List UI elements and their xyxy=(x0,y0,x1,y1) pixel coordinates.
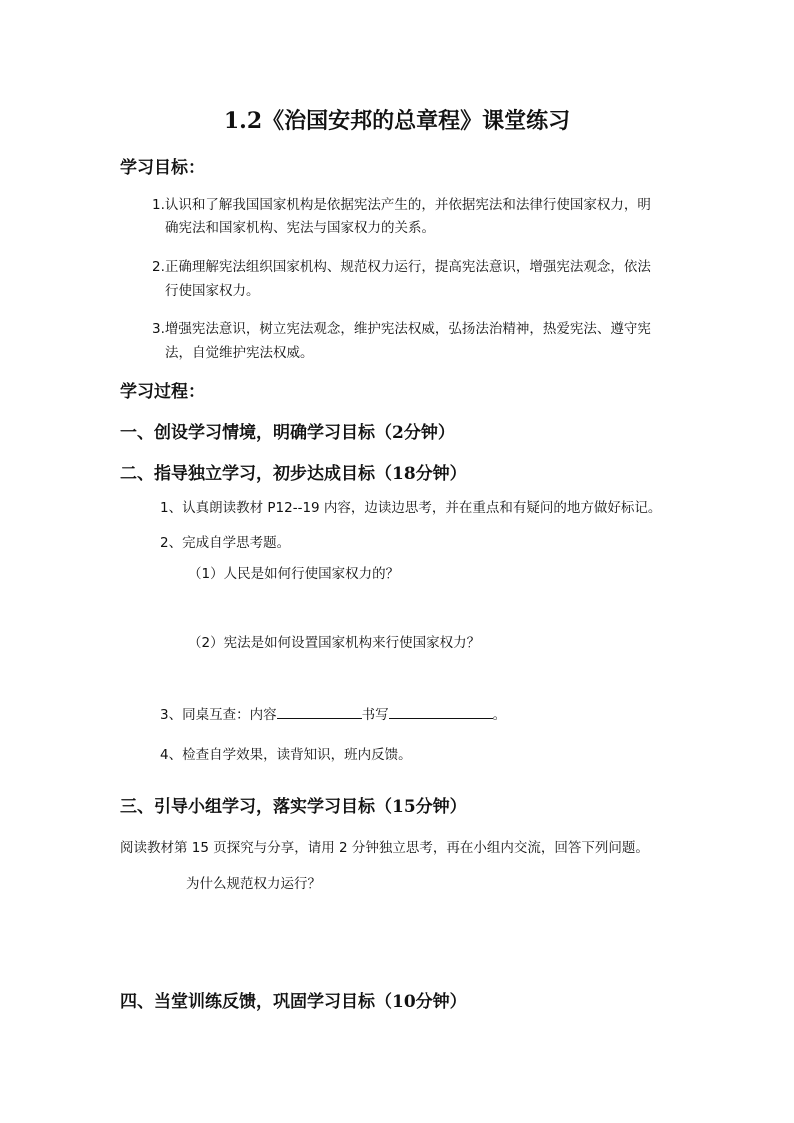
section-1-heading: 一、创设学习情境，明确学习目标（2分钟） xyxy=(120,423,455,443)
goal-2-line-2: 行使国家权力。 xyxy=(165,283,260,299)
step-3-prefix: 3、同桌互查：内容 xyxy=(160,707,277,723)
goal-3-line-1: 3.增强宪法意识，树立宪法观念，维护宪法权威，弘扬法治精神，热爱宪法、遵守宪 xyxy=(152,321,651,337)
section-2-heading: 二、指导独立学习，初步达成目标（18分钟） xyxy=(120,464,467,484)
group-instruction: 阅读教材第 15 页探究与分享，请用 2 分钟独立思考，再在小组内交流，回答下列问题。 xyxy=(120,840,649,856)
page-title: 1.2《治国安邦的总章程》课堂练习 xyxy=(223,108,571,134)
goal-1-line-2: 确宪法和国家机构、宪法与国家权力的关系。 xyxy=(165,220,435,236)
content-blank[interactable] xyxy=(277,704,362,719)
question-1: （1）人民是如何行使国家权力的？ xyxy=(188,566,400,582)
group-question: 为什么规范权力运行？ xyxy=(186,876,321,892)
writing-blank[interactable] xyxy=(389,704,493,719)
step-3-mid: 书写 xyxy=(361,707,389,723)
step-3-end: 。 xyxy=(492,707,507,723)
goal-2-line-1: 2.正确理解宪法组织国家机构、规范权力运行，提高宪法意识，增强宪法观念，依法 xyxy=(152,259,651,275)
step-4: 4、检查自学效果，读背知识，班内反馈。 xyxy=(160,747,412,763)
section-4-heading: 四、当堂训练反馈，巩固学习目标（10分钟） xyxy=(120,992,467,1012)
process-heading: 学习过程： xyxy=(120,382,205,402)
goals-heading: 学习目标： xyxy=(120,158,205,178)
step-3 xyxy=(160,703,506,727)
question-2: （2）宪法是如何设置国家机构来行使国家权力？ xyxy=(188,635,481,651)
goal-1-line-1: 1.认识和了解我国国家机构是依据宪法产生的，并依据宪法和法律行使国家权力，明 xyxy=(152,197,651,213)
step-2: 2、完成自学思考题。 xyxy=(160,535,291,551)
step-1: 1、认真朗读教材 P12--19 内容，边读边思考，并在重点和有疑问的地方做好标记。 xyxy=(160,500,662,516)
goal-3-line-2: 法，自觉维护宪法权威。 xyxy=(165,345,314,361)
section-3-heading: 三、引导小组学习，落实学习目标（15分钟） xyxy=(120,797,467,817)
